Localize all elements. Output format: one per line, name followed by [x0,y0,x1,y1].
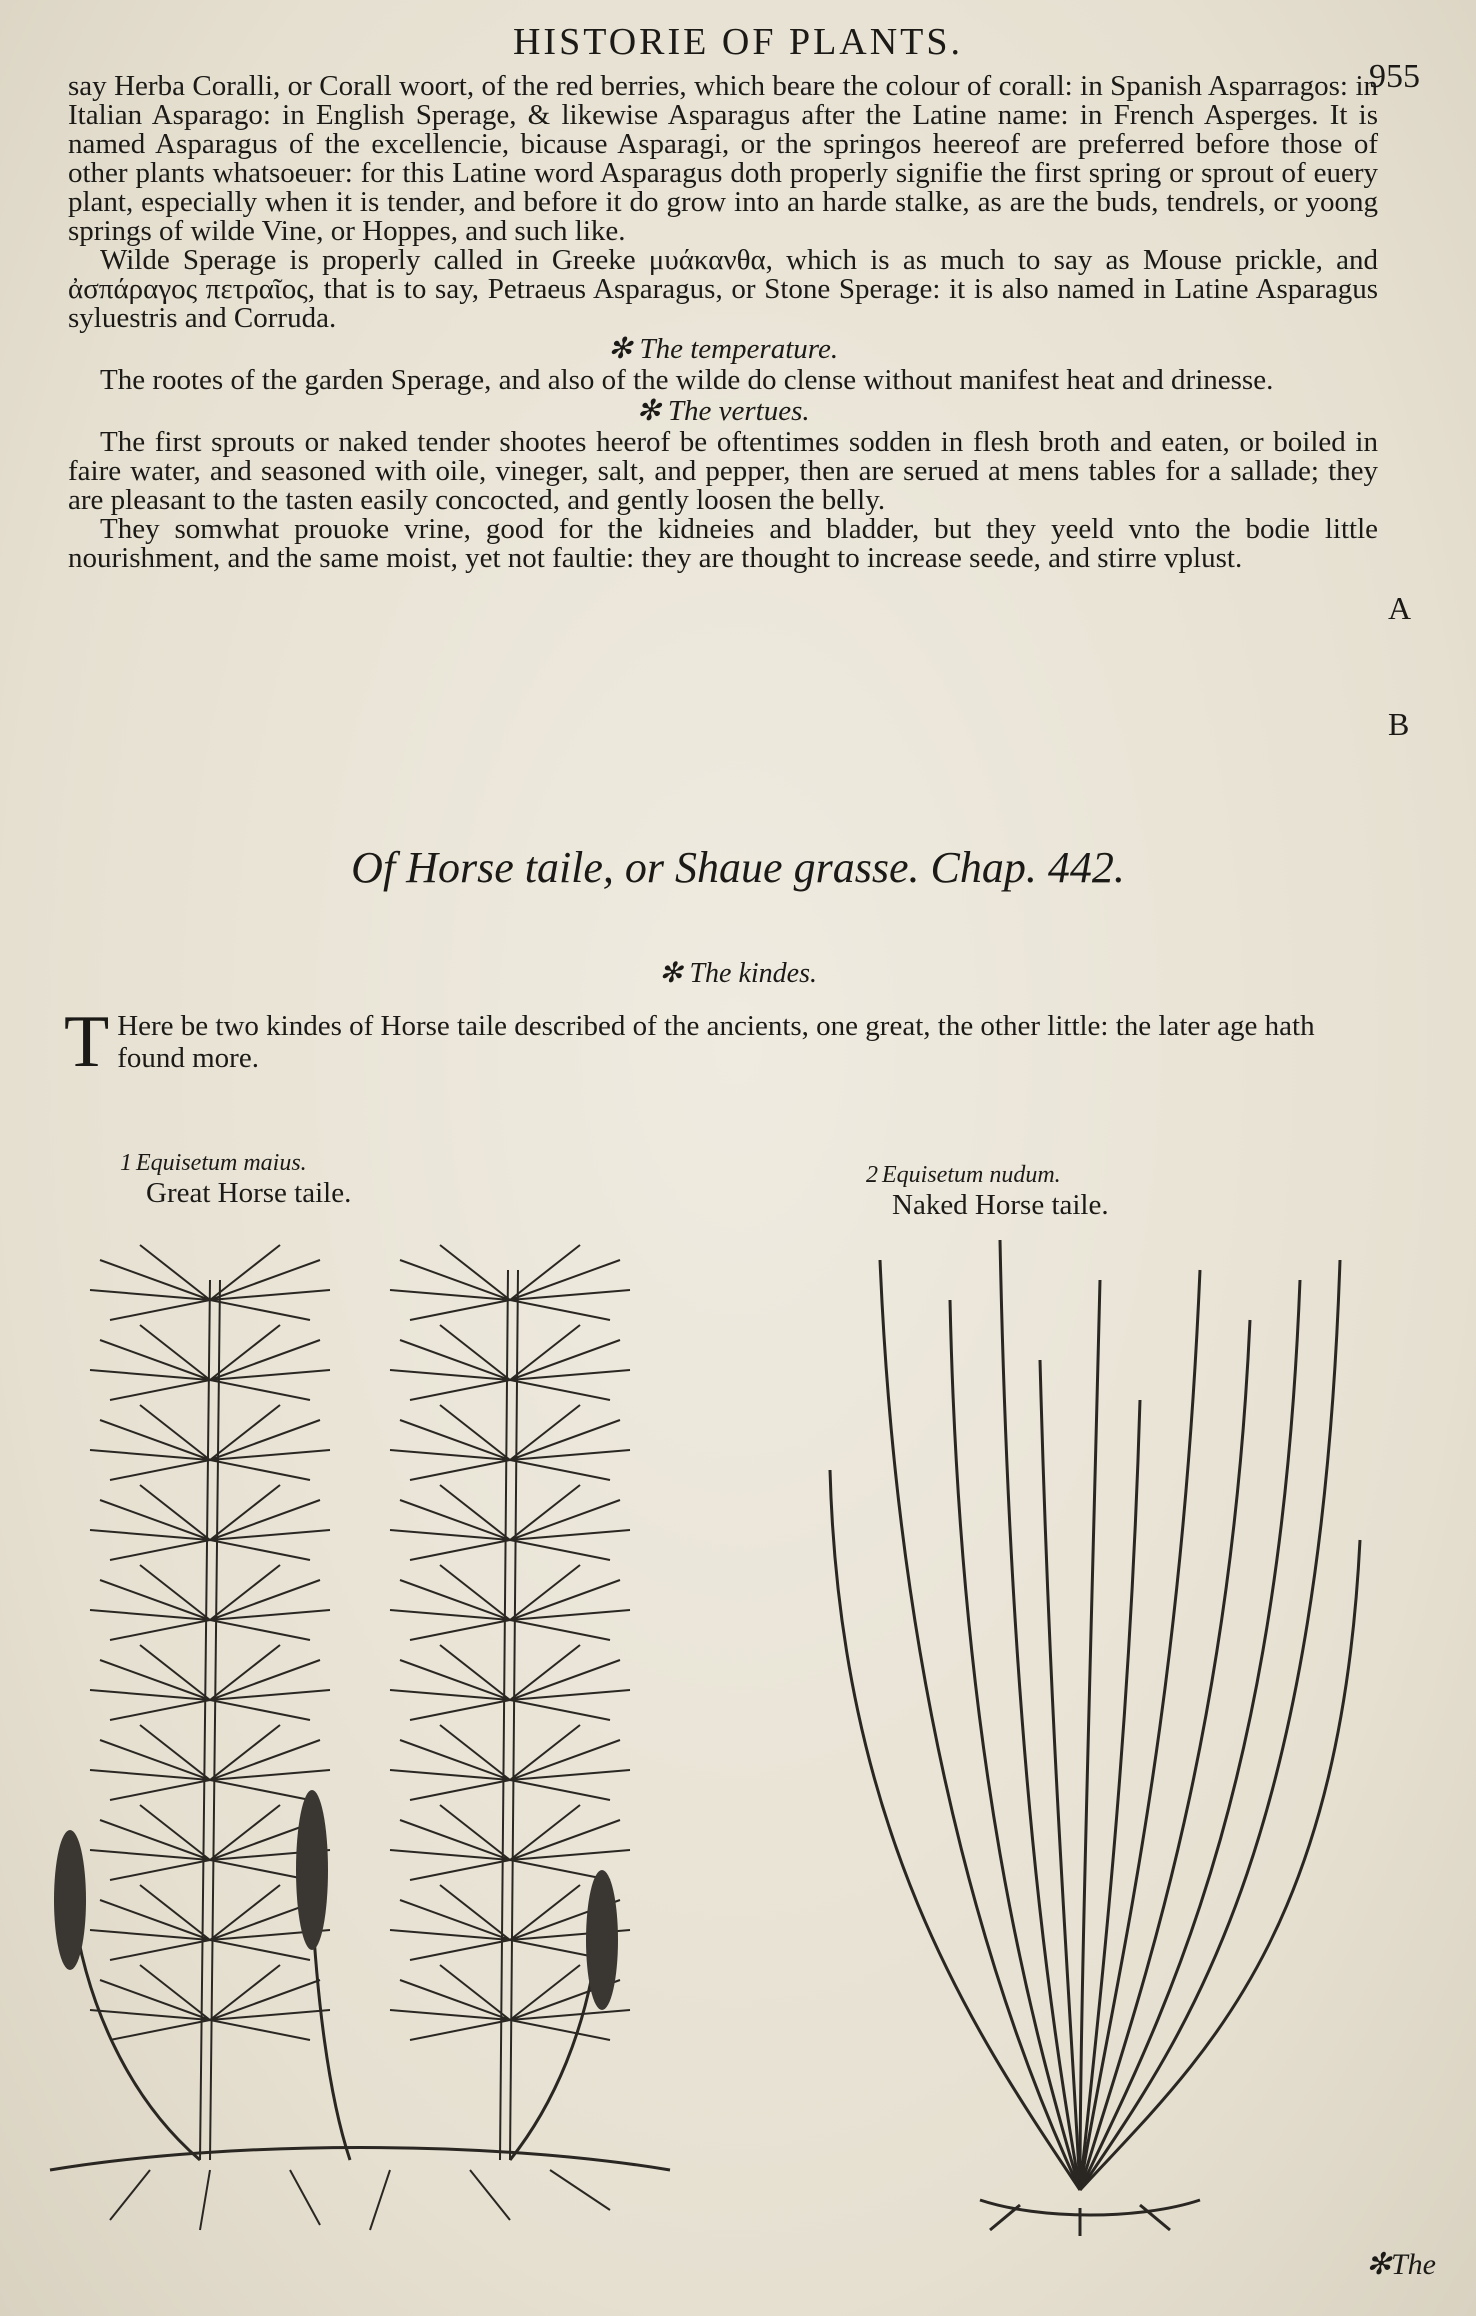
temperature-heading: ✻ The temperature. [607,333,839,365]
paragraph-vertues-b: They somwhat prouoke vrine, good for the kidneies and bladder, but they yeeld vnto the bodie little nourishment, and the same moist, yet not faultie: they are thought to increase seede, and stirre vplust. [68,513,1378,574]
figure-1-caption [120,1150,351,1210]
figure-1-number: 1 [120,1150,132,1176]
figure-2-english: Naked Horse taile. [892,1189,1109,1221]
figure-2-latin: Equisetum nudum. [882,1162,1061,1188]
kindes-paragraph [64,1001,1378,1083]
paragraph-vertues-a: The first sprouts or naked tender shootes heerof be oftentimes sodden in flesh broth and eaten, or boiled in faire water, and seasoned with oile, vineger, salt, and pepper, then are serued at mens tables for a sallade; they are pleasant to the tasten easily concocted, and gently loosen the belly. [68,426,1378,516]
margin-letter-b: B [1388,706,1410,742]
paragraph-names: say Herba Coralli, or Corall woort, of the red berries, which beare the colour of corall: in Spanish Asparragos: in Italian Asparago: in English Sperage, & likewise Asparagus after the Latine name: in French Asperges. It is named Asparagus of the excellencie, bicause Asparagi, or the springos heereof are preferred before those of other plants whatsoeuer: for this Latine word Asparagus doth properly signifie the first spring or sprout of euery plant, especially when it is tender, and before it do grow into an harde stalke, as are the buds, tendrels, or yoong springs of wilde Vine, or Hoppes, and such like. [68,70,1378,247]
paragraph-temperature: The rootes of the garden Sperage, and also of the wilde do clense without manifest heat and drinesse. [100,364,1274,396]
paragraph-wilde-sperage: Wilde Sperage is properly called in Greeke μυάκανθα, which is as much to say as Mouse prickle, and ἀσπάραγος πετραῖος, that is to say, Petraeus Asparagus, or Stone Sperage: it is also named in Latine Asparagus syluestris and Corruda. [68,244,1378,334]
running-head: HISTORIE OF PLANTS. [512,21,964,63]
figure-1-latin: Equisetum maius. [136,1150,307,1176]
figure-1-english: Great Horse taile. [146,1177,352,1209]
chapter-title: Of Horse taile, or Shaue grasse. Chap. 442. [351,843,1125,892]
margin-letter-a: A [1388,590,1412,626]
woodcut-great-horse-taile [30,1240,690,2240]
woodcut-naked-horse-taile [780,1240,1380,2240]
vertues-heading: ✻ The vertues. [636,395,810,427]
kindes-heading: ✻ The kindes. [659,958,817,989]
page-number: 955 [1369,58,1420,95]
figure-2-caption [866,1162,1109,1222]
figure-2-number: 2 [866,1162,878,1188]
body-text-block [68,72,1378,573]
catchword: ✻The [1365,2248,1436,2281]
kindes-text: Here be two kindes of Horse taile described of the ancients, one great, the other little: the later age hath found more. [117,1010,1315,1074]
drop-cap: T [64,1001,110,1083]
